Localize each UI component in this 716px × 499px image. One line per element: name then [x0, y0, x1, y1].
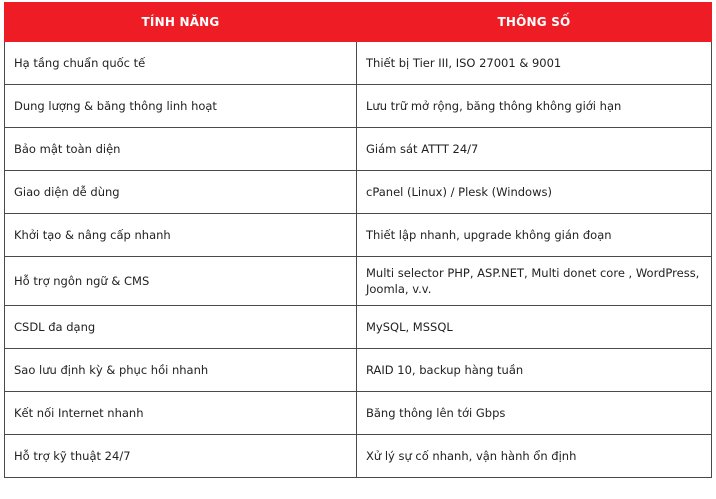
feature-spec-table-container [4, 2, 711, 478]
feature-cell: Hạ tầng chuẩn quốc tế [5, 42, 357, 85]
feature-spec-table [4, 2, 712, 478]
table-row [5, 171, 712, 214]
spec-cell: Multi selector PHP, ASP.NET, Multi donet core , WordPress, Joomla, v.v. [357, 257, 712, 306]
spec-cell: cPanel (Linux) / Plesk (Windows) [357, 171, 712, 214]
feature-cell: Hỗ trợ kỹ thuật 24/7 [5, 435, 357, 478]
feature-cell: Kết nối Internet nhanh [5, 392, 357, 435]
spec-cell: Thiết lập nhanh, upgrade không gián đoạn [357, 214, 712, 257]
spec-cell: Thiết bị Tier III, ISO 27001 & 9001 [357, 42, 712, 85]
table-row [5, 42, 712, 85]
table-row [5, 349, 712, 392]
spec-cell: Lưu trữ mở rộng, băng thông không giới hạn [357, 85, 712, 128]
feature-cell: Hỗ trợ ngôn ngữ & CMS [5, 257, 357, 306]
header-spec: THÔNG SỐ [357, 3, 712, 42]
spec-cell: MySQL, MSSQL [357, 306, 712, 349]
table-row [5, 392, 712, 435]
header-feature: TÍNH NĂNG [5, 3, 357, 42]
spec-cell: RAID 10, backup hàng tuần [357, 349, 712, 392]
feature-cell: Giao diện dễ dùng [5, 171, 357, 214]
table-row [5, 128, 712, 171]
table-row [5, 214, 712, 257]
table-row [5, 306, 712, 349]
table-row [5, 435, 712, 478]
feature-cell: CSDL đa dạng [5, 306, 357, 349]
spec-cell: Xử lý sự cố nhanh, vận hành ổn định [357, 435, 712, 478]
feature-cell: Khởi tạo & nâng cấp nhanh [5, 214, 357, 257]
table-row [5, 85, 712, 128]
table-row [5, 257, 712, 306]
feature-cell: Bảo mật toàn diện [5, 128, 357, 171]
feature-cell: Dung lượng & băng thông linh hoạt [5, 85, 357, 128]
spec-cell: Băng thông lên tới Gbps [357, 392, 712, 435]
feature-cell: Sao lưu định kỳ & phục hồi nhanh [5, 349, 357, 392]
spec-cell: Giám sát ATTT 24/7 [357, 128, 712, 171]
table-header-row [5, 3, 712, 42]
